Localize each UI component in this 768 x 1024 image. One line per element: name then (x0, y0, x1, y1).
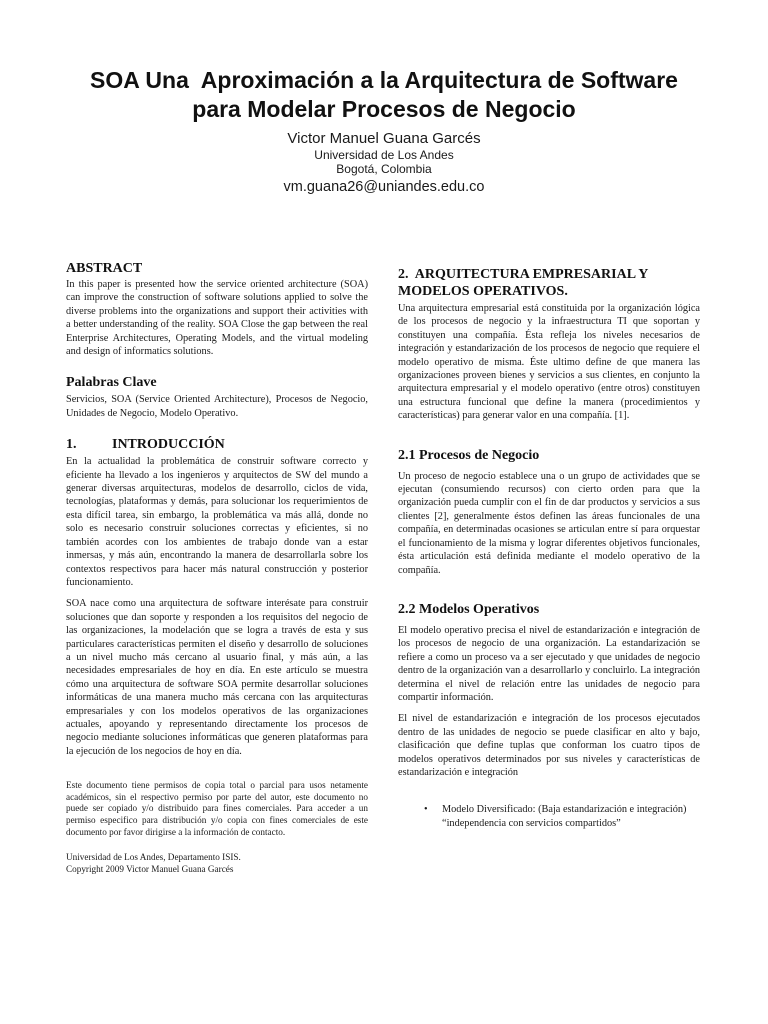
intro-heading (66, 436, 368, 453)
intro-paragraph-1: En la actualidad la problemática de construir software correcto y eficiente ha llevado a los ingenieros y arquitectos de SW del mundo a generar diversas arquitecturas, modelos de desarrollo, ciclos de vida, tecnologías, plataformas y demás, para solucionar los requerimientos de esta difícil tarea, sin embargo, la problemática va más allá, donde no solo es necesario construir soluciones correctas y eficientes, si no también acordes con los ambientes de trabajo donde van a estar inmersas, y más aún, encontrando la manera de desarrollarla sobre los contextos respectivos para hacer más natural construcción y posterior funcionamiento. (66, 456, 368, 588)
section-2-2-paragraph-2: El nivel de estandarización e integración de los procesos ejecutados dentro de las unidades de negocio se puede clasificar en alto y bajo, clasificación que define tuplas que conforman los cuatro tipos de modelos operativos determinados por sus niveles y características de estandarización e integración (398, 713, 700, 778)
left-column (66, 260, 368, 875)
list-item-text: Modelo Diversificado: (Baja estandarización e integración) “independencia con servicios compartidos” (442, 804, 687, 829)
author-name: Victor Manuel Guana Garcés (287, 130, 481, 147)
copy-permission-notice: Este documento tiene permisos de copia total o parcial para usos netamente académicos, sin el respectivo permiso por parte del autor, este documento no puede ser copiado y/o distribuido para fines comerciales. Para acceder a un permiso especifico para distribución y/o copia con fines comerciales de este documento por favor dirigirse a la información de contacto. (66, 780, 368, 837)
section-2-2-paragraph-1: El modelo operativo precisa el nivel de estandarización e integración de los procesos de negocio de una organización. La estandarización se refiere a como un proceso va a ser ejecutado y que unidades de negocio dentro de la organización van a desarrollarlo y concluirlo. La integración determina el nivel de relación entre las unidades de negocio para compartir información. (398, 624, 700, 703)
section-2-1-text: Un proceso de negocio establece una o un grupo de actividades que se ejecutan (consumiendo recursos) con cierto orden para que la organización pueda cumplir con el fin de dar productos y servicios a sus clientes [2], generalmente éstos definen las áreas funcionales de una compañía, en determinadas ocasiones se articulan entre sí para orquestar el funcionamiento de la misma y lograr diferentes objetivos funcionales, ésta articulación está definida mediante el modelo operativo de la compañía. (398, 470, 700, 576)
paper-header (40, 66, 728, 196)
footer-department: Universidad de Los Andes, Departamento ISIS. (66, 852, 241, 863)
section-2-2-heading: 2.2 Modelos Operativos (398, 601, 540, 617)
author-email: vm.guana26@uniandes.edu.co (283, 179, 485, 195)
section-2-text: Una arquitectura empresarial está constituida por la organización lógica de los procesos de negocio y la infraestructura TI que soportan y constituyen una compañía. Ésta refleja los niveles necesarios de integración y estandarización de los procesos de negocio que requiere el modelo operativo de misma. Éste ultimo define de que manera las organizaciones proveen bienes y servicios a sus clientes, en conjunto la arquitectura empresarial y el modelo operativo (entre otros) constituyen una estructura funcional que define la manera (procedimientos y características) para generar valor en una compañía. [1]. (398, 303, 700, 422)
intro-title: INTRODUCCIÓN (112, 437, 225, 453)
bullet-icon: • (424, 804, 428, 816)
section-2-1-heading: 2.1 Procesos de Negocio (398, 447, 540, 463)
list-item (424, 803, 700, 830)
keywords-text: Servicios, SOA (Service Oriented Architecture), Procesos de Negocio, Unidades de Negocio, Modelo Operativo. (66, 394, 368, 419)
footer-copyright: Copyright 2009 Victor Manuel Guana Garcés (66, 863, 234, 874)
title-line-2: para Modelar Procesos de Negocio (192, 96, 576, 122)
right-column (398, 266, 700, 830)
author-affiliation: Universidad de Los Andes (314, 148, 454, 162)
abstract-heading: ABSTRACT (66, 261, 143, 276)
author-location: Bogotá, Colombia (336, 162, 432, 176)
title-line-1: SOA Una Aproximación a la Arquitectura de Software (90, 67, 678, 93)
intro-number: 1. (66, 437, 77, 453)
section-2-heading-line-2: MODELOS OPERATIVOS. (398, 284, 568, 299)
abstract-text: In this paper is presented how the service oriented architecture (SOA) can improve the construction of software solutions applied to solve the diverse problems into the organizations and support their activities with a better understanding of the reality. SOA Close the gap between the real Enterprise Architectures, Operating Models, and the virtual modeling and design of informatics solutions. (66, 279, 368, 358)
keywords-heading: Palabras Clave (66, 375, 157, 391)
intro-paragraph-2: SOA nace como una arquitectura de software interésate para construir soluciones que dan soporte y responden a los requisitos del negocio de las organizaciones, la modelación que se logra a través de esta y sus particulares características permiten el diseño y desarrollo de soluciones a un nivel mucho más cercano al usuario final, y más aún, a las necesidades empresariales de hoy en día. En este artículo se muestra cómo una arquitectura de software SOA permite desarrollar soluciones informáticas de una manera mucho más cercana con las arquitecturas empresariales y con los modelos operativos de las organizaciones actuales, apoyando y representando directamente los procesos de negocio mediante soluciones informáticas que generen plataformas para la ejecución de los negocios de hoy en día. (66, 598, 368, 757)
paper-title (40, 66, 728, 124)
section-2-heading (398, 266, 700, 300)
section-2-heading-line-1: 2. ARQUITECTURA EMPRESARIAL Y (398, 267, 649, 282)
